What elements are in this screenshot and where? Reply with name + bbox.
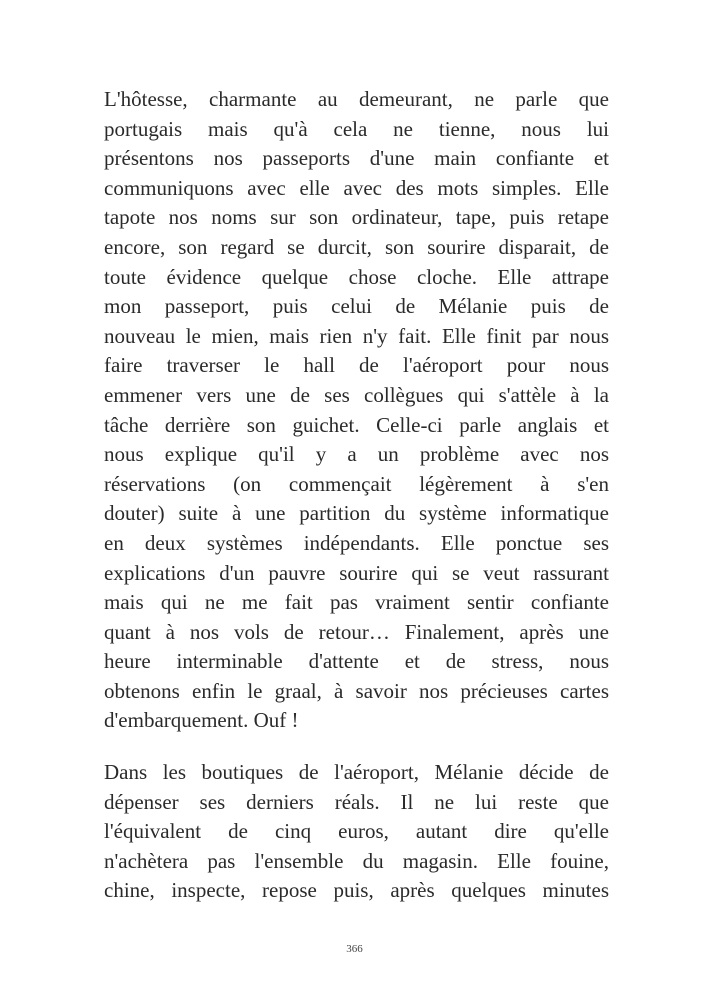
- text-line: douter) suite à une partition du système informatique: [104, 501, 609, 526]
- text-line: explications d'un pauvre sourire qui se veut rassurant: [104, 560, 609, 585]
- text-line: tapote nos noms sur son ordinateur, tape, puis retape: [104, 205, 609, 230]
- text-line: portugais mais qu'à cela ne tienne, nous lui: [104, 116, 609, 141]
- paragraph-1: [104, 85, 609, 736]
- text-line: d'embarquement. Ouf !: [104, 708, 299, 733]
- paragraph-2: [104, 758, 609, 906]
- text-line: heure interminable d'attente et de stress, nous: [104, 649, 609, 674]
- text-line: communiquons avec elle avec des mots simples. Elle: [104, 175, 609, 200]
- text-line: nous explique qu'il y a un problème avec nos: [104, 442, 609, 467]
- text-line: L'hôtesse, charmante au demeurant, ne parle que: [104, 87, 609, 111]
- text-line: Dans les boutiques de l'aéroport, Mélanie décide de: [104, 760, 609, 784]
- text-line: mais qui ne me fait pas vraiment sentir confiante: [104, 590, 609, 615]
- text-line: toute évidence quelque chose cloche. Elle attrape: [104, 264, 609, 289]
- text-line: encore, son regard se durcit, son sourire disparait, de: [104, 234, 609, 259]
- text-line: réservations (on commençait légèrement à s'en: [104, 471, 609, 496]
- text-line: chine, inspecte, repose puis, après quelques minutes: [104, 878, 609, 903]
- text-line: présentons nos passeports d'une main confiante et: [104, 146, 609, 171]
- text-line: emmener vers une de ses collègues qui s'attèle à la: [104, 382, 609, 407]
- page-number: 366: [346, 943, 363, 955]
- text-line: l'équivalent de cinq euros, autant dire qu'elle: [104, 819, 609, 844]
- text-line: mon passeport, puis celui de Mélanie puis de: [104, 294, 609, 319]
- text-line: tâche derrière son guichet. Celle-ci parle anglais et: [104, 412, 609, 437]
- text-line: dépenser ses derniers réals. Il ne lui reste que: [104, 789, 609, 814]
- text-line: obtenons enfin le graal, à savoir nos précieuses cartes: [104, 678, 609, 703]
- text-line: faire traverser le hall de l'aéroport pour nous: [104, 353, 609, 378]
- text-line: nouveau le mien, mais rien n'y fait. Elle finit par nous: [104, 323, 609, 348]
- text-line: n'achètera pas l'ensemble du magasin. Elle fouine,: [104, 848, 609, 873]
- text-line: quant à nos vols de retour… Finalement, après une: [104, 619, 609, 644]
- text-line: en deux systèmes indépendants. Elle ponctue ses: [104, 530, 609, 555]
